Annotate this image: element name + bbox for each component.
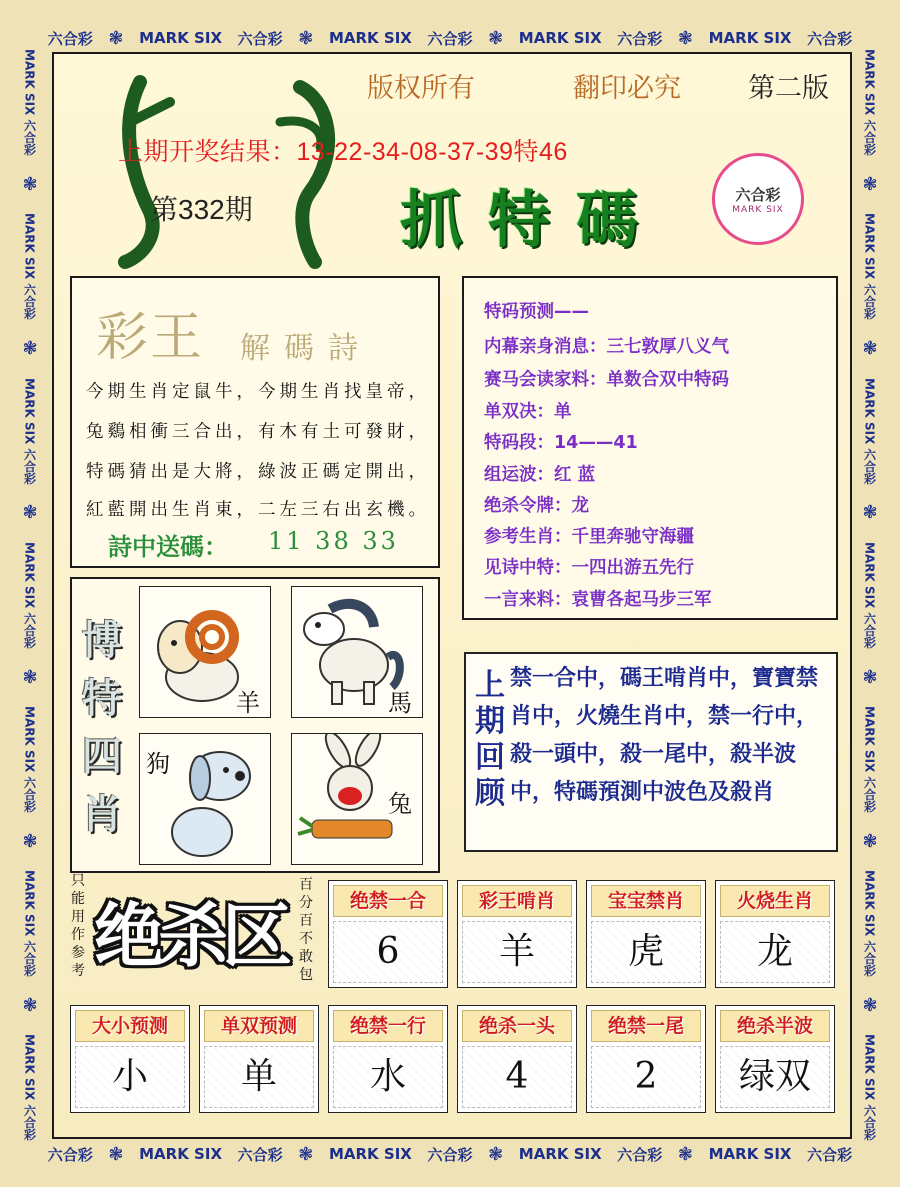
- border-text: MARK SIX: [708, 29, 792, 47]
- kill-cell-label: 绝禁一合: [333, 885, 443, 917]
- border-text: 六合彩: [427, 1145, 473, 1164]
- kill-cell-label: 绝杀一头: [462, 1010, 572, 1042]
- kill-cell-value: 2: [591, 1046, 701, 1108]
- kill-cell: [457, 880, 577, 988]
- logo-en: MARK SIX: [732, 204, 784, 215]
- animal-card-horse: [291, 586, 423, 718]
- kill-cell-label: 宝宝禁肖: [591, 885, 701, 917]
- animal-card-goat: [139, 586, 271, 718]
- poem-gift-numbers: 11 38 33: [268, 527, 399, 555]
- border-text: MARK SIX 六合彩: [22, 377, 37, 484]
- prediction-line: 特码段：14——41: [484, 433, 638, 453]
- border-top: [40, 24, 860, 52]
- border-text: MARK SIX 六合彩: [22, 213, 37, 320]
- edition-text: 第二版: [748, 73, 829, 103]
- flower-icon: ❃: [298, 27, 314, 49]
- border-right: [856, 40, 884, 1150]
- kill-cell-value: 虎: [591, 921, 701, 983]
- animal-card-dog: [139, 733, 271, 865]
- border-text: MARK SIX 六合彩: [22, 541, 37, 649]
- animal-label: 馬: [388, 689, 412, 717]
- border-text: 六合彩: [237, 29, 283, 48]
- kill-cell-label: 大小预测: [75, 1010, 185, 1042]
- border-text: MARK SIX 六合彩: [862, 870, 877, 977]
- border-text: 六合彩: [47, 29, 93, 48]
- kill-cell-value: 水: [333, 1046, 443, 1108]
- issue-number: 第332期: [150, 194, 253, 225]
- flower-icon: ❃: [22, 994, 38, 1016]
- animal-label: 狗: [146, 750, 170, 778]
- border-left: [16, 40, 44, 1150]
- copyright-text: 版权所有: [367, 73, 475, 103]
- logo-cn: 六合彩: [735, 185, 781, 204]
- border-text: MARK SIX: [328, 29, 412, 47]
- prediction-line: 内幕亲身消息：三七敦厚八义气: [484, 337, 729, 357]
- no-copy-text: 翻印必究: [573, 73, 681, 103]
- prediction-line: 参考生肖：千里奔驰守海疆: [484, 527, 694, 547]
- border-text: MARK SIX 六合彩: [22, 1034, 37, 1141]
- kill-cell-label: 绝禁一行: [333, 1010, 443, 1042]
- flower-icon: ❃: [862, 994, 878, 1016]
- prediction-line: 绝杀令牌：龙: [484, 496, 589, 516]
- border-text: MARK SIX 六合彩: [862, 49, 877, 156]
- kill-cell-value: 绿双: [720, 1046, 830, 1108]
- review-text: 禁一合中，碼王啃肖中，寶寶禁肖中，火燒生肖中，禁一行中，殺一頭中，殺一尾中，殺半波中，特碼預測中波色及殺肖: [510, 666, 819, 805]
- prediction-line: 组运波：红 蓝: [484, 465, 596, 485]
- border-text: MARK SIX 六合彩: [862, 541, 877, 649]
- border-text: 六合彩: [237, 1145, 283, 1164]
- border-text: MARK SIX 六合彩: [862, 213, 877, 320]
- border-text: MARK SIX: [139, 29, 223, 47]
- flower-icon: ❃: [22, 338, 38, 360]
- border-text: 六合彩: [617, 29, 663, 48]
- reference-note: 只能用作参考: [71, 873, 85, 979]
- border-text: MARK SIX 六合彩: [22, 49, 37, 156]
- kill-cell: [715, 880, 835, 988]
- prediction-line: 特码预测——: [484, 302, 589, 322]
- prediction-line: 赛马会读家料：单数合双中特码: [484, 370, 729, 390]
- flower-icon: ❃: [677, 1143, 693, 1165]
- kill-cell-value: 4: [462, 1046, 572, 1108]
- kill-cell: [715, 1005, 835, 1113]
- kill-cell: [586, 880, 706, 988]
- flower-icon: ❃: [22, 666, 38, 688]
- last-result: 上期开奖结果：13-22-34-08-37-39特46: [118, 138, 568, 166]
- kill-cell-value: 小: [75, 1046, 185, 1108]
- kill-cell: [328, 880, 448, 988]
- kill-cell-label: 火烧生肖: [720, 885, 830, 917]
- animal-label: 兔: [388, 790, 412, 818]
- kill-cell-value: 羊: [462, 921, 572, 983]
- poem-subtitle: 解碼詩: [240, 331, 372, 366]
- poem-line: 紅藍開出生肖東，二左三右出玄機。: [86, 500, 430, 520]
- flower-icon: ❃: [488, 27, 504, 49]
- kill-cell-label: 彩王啃肖: [462, 885, 572, 917]
- prediction-line: 单双决：单: [484, 402, 572, 422]
- flower-icon: ❃: [488, 1143, 504, 1165]
- kill-cell-value: 单: [204, 1046, 314, 1108]
- border-text: MARK SIX 六合彩: [862, 1034, 877, 1141]
- poem-line: 今期生肖定鼠牛，今期生肖找皇帝，: [86, 382, 430, 402]
- poem-title: 彩王: [96, 308, 205, 368]
- border-text: 六合彩: [617, 1145, 663, 1164]
- border-text: MARK SIX: [139, 1145, 223, 1163]
- animal-card-rabbit: [291, 733, 423, 865]
- flower-icon: ❃: [862, 338, 878, 360]
- kill-cell: [328, 1005, 448, 1113]
- mark-six-logo: [712, 153, 804, 245]
- border-text: MARK SIX: [328, 1145, 412, 1163]
- kill-cell: [199, 1005, 319, 1113]
- flower-icon: ❃: [108, 1143, 124, 1165]
- main-title: 抓特碼: [400, 183, 665, 256]
- flower-icon: ❃: [862, 666, 878, 688]
- animal-label: 羊: [236, 689, 260, 717]
- prediction-line: 一言来料：袁曹各起马步三军: [484, 590, 712, 610]
- border-text: MARK SIX 六合彩: [22, 705, 37, 813]
- flower-icon: ❃: [108, 27, 124, 49]
- kill-cell: [70, 1005, 190, 1113]
- border-text: MARK SIX: [708, 1145, 792, 1163]
- flower-icon: ❃: [677, 27, 693, 49]
- poem-gift-label: 詩中送碼：: [108, 532, 228, 561]
- kill-cell: [586, 1005, 706, 1113]
- kill-cell-label: 绝杀半波: [720, 1010, 830, 1042]
- kill-cell-label: 绝禁一尾: [591, 1010, 701, 1042]
- poem-line: 特碼猜出是大將，綠波正碼定開出，: [86, 462, 430, 482]
- kill-cell-label: 单双预测: [204, 1010, 314, 1042]
- review-title: 上期回顾: [475, 668, 505, 811]
- kill-cell-value: 龙: [720, 921, 830, 983]
- flower-icon: ❃: [862, 830, 878, 852]
- border-text: 六合彩: [807, 29, 853, 48]
- border-text: MARK SIX: [518, 29, 602, 47]
- kill-cell: [457, 1005, 577, 1113]
- flower-icon: ❃: [862, 502, 878, 524]
- flower-icon: ❃: [22, 830, 38, 852]
- flower-icon: ❃: [22, 174, 38, 195]
- flower-icon: ❃: [862, 174, 878, 195]
- border-bottom: [40, 1140, 860, 1168]
- border-text: 六合彩: [427, 29, 473, 48]
- kill-zone-title: 绝杀区: [94, 895, 286, 977]
- poem-line: 兔鷄相衝三合出，有木有土可發財，: [86, 422, 430, 442]
- flower-icon: ❃: [298, 1143, 314, 1165]
- border-text: MARK SIX 六合彩: [862, 705, 877, 813]
- border-text: MARK SIX 六合彩: [22, 870, 37, 977]
- flower-icon: ❃: [22, 502, 38, 524]
- border-text: MARK SIX 六合彩: [862, 377, 877, 484]
- bote-title: 博特四肖: [82, 617, 122, 838]
- border-text: 六合彩: [807, 1145, 853, 1164]
- border-text: MARK SIX: [518, 1145, 602, 1163]
- border-text: 六合彩: [47, 1145, 93, 1164]
- prediction-line: 见诗中特：一四出游五先行: [484, 558, 694, 578]
- disclaimer-note: 百分百不敢包: [299, 877, 313, 983]
- kill-cell-value: 6: [333, 921, 443, 983]
